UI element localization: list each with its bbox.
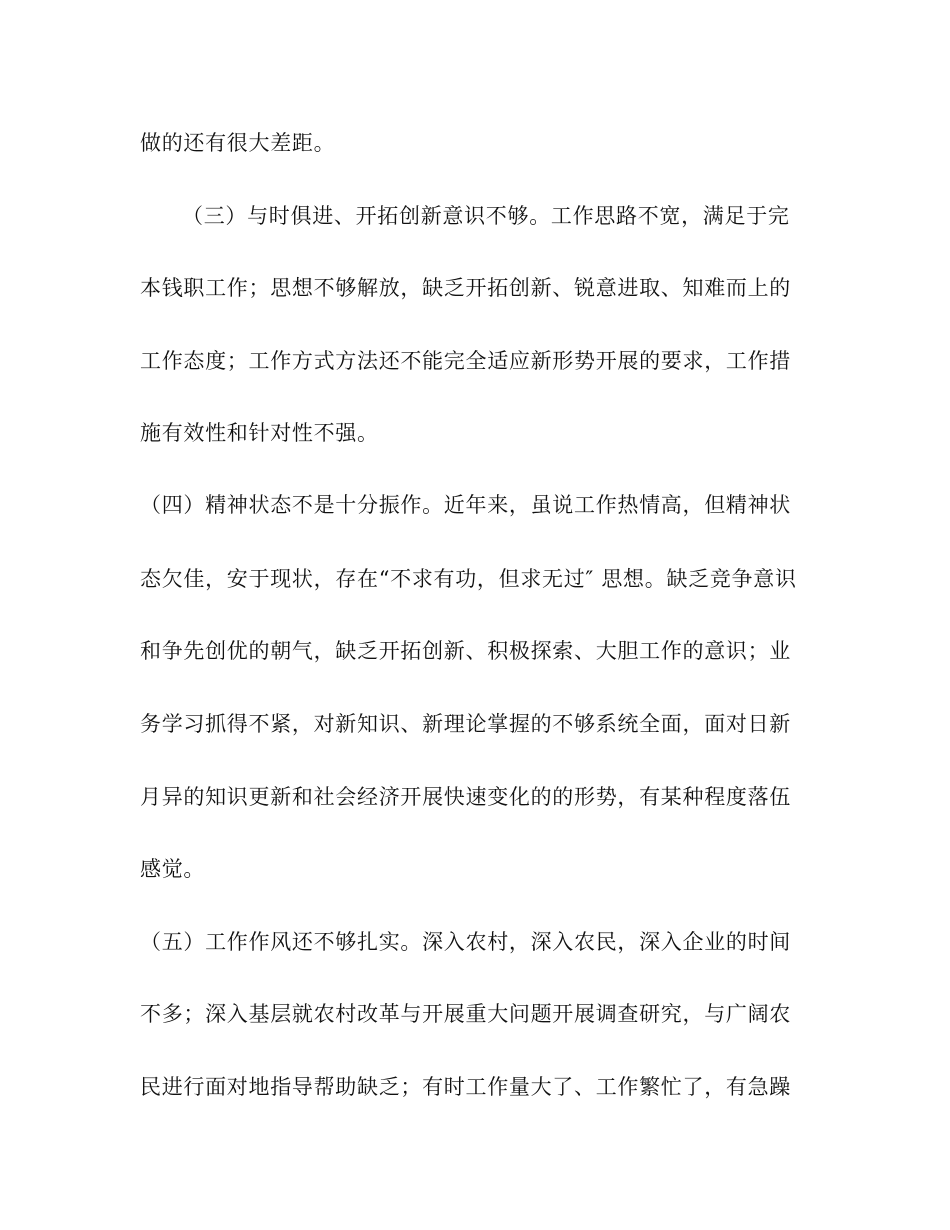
section-5-heading-line: （五）工作作风还不够扎实。深入农村，深入农民，深入企业的时间 bbox=[140, 930, 791, 954]
paragraph-line: 和争先创优的朝气，缺乏开拓创新、积极探索、大胆工作的意识；业 bbox=[140, 639, 791, 663]
paragraph-line: 不多；深入基层就农村改革与开展重大问题开展调查研究，与广阔农 bbox=[140, 1002, 791, 1026]
paragraph-line: 做的还有很大差距。 bbox=[140, 131, 336, 155]
section-4-heading-line: （四）精神状态不是十分振作。近年来，虽说工作热情高，但精神状 bbox=[140, 493, 791, 517]
paragraph-line: 本钱职工作；思想不够解放，缺乏开拓创新、锐意进取、知难而上的 bbox=[140, 276, 791, 300]
paragraph-line: 务学习抓得不紧，对新知识、新理论掌握的不够系统全面，面对日新 bbox=[140, 712, 791, 736]
section-3-heading-line: （三）与时俱进、开拓创新意识不够。工作思路不宽，满足于完 bbox=[182, 204, 790, 228]
paragraph-line: 民进行面对地指导帮助缺乏；有时工作量大了、工作繁忙了，有急躁 bbox=[140, 1075, 791, 1099]
paragraph-line: 工作态度；工作方式方法还不能完全适应新形势开展的要求，工作措 bbox=[140, 349, 791, 373]
paragraph-line: 月异的知识更新和社会经济开展快速变化的的形势，有某种程度落伍 bbox=[140, 785, 791, 809]
paragraph-line: 感觉。 bbox=[140, 857, 206, 881]
paragraph-line: 施有效性和针对性不强。 bbox=[140, 421, 379, 445]
paragraph-line: 态欠佳，安于现状，存在“不求有功，但求无过″ 思想。缺乏竞争意识 bbox=[140, 567, 797, 591]
